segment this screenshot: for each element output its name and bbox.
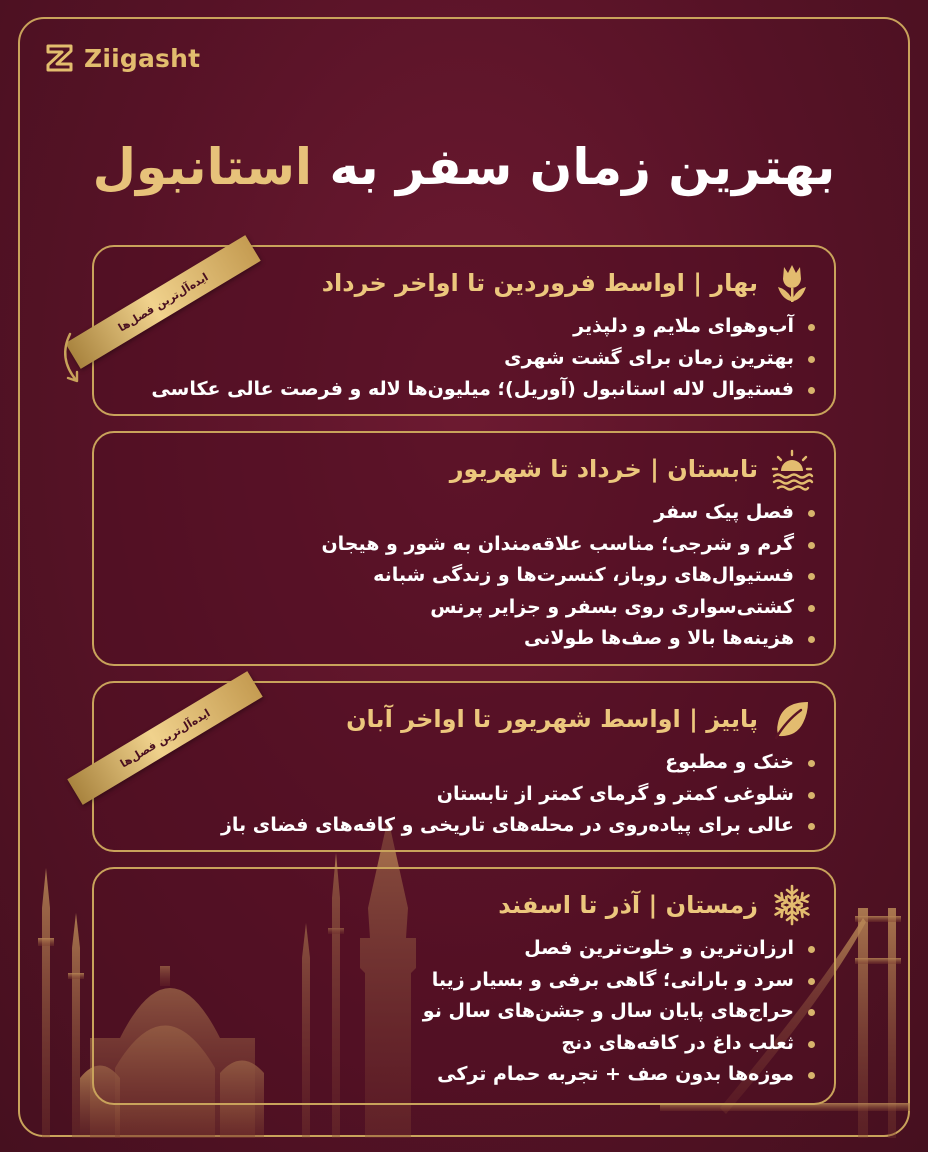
page-title xyxy=(0,138,928,196)
season-card-summer xyxy=(92,431,836,666)
title-highlight: استانبول xyxy=(92,138,313,196)
snowflake-icon xyxy=(770,883,814,927)
list-item: خنک و مطبوع xyxy=(116,747,794,779)
list-item: بهترین زمان برای گشت شهری xyxy=(116,343,794,375)
list-item: حراج‌های پایان سال و جشن‌های سال نو xyxy=(116,996,794,1028)
list-item: کشتی‌سواری روی بسفر و جزایر پرنس xyxy=(116,592,794,624)
season-items-list xyxy=(116,311,814,406)
list-item: فصل پیک سفر xyxy=(116,497,794,529)
list-item: شلوغی کمتر و گرمای کمتر از تابستان xyxy=(116,779,794,811)
list-item: فستیوال‌های روباز، کنسرت‌ها و زندگی شبانه xyxy=(116,560,794,592)
season-title: تابستان | خرداد تا شهریور xyxy=(449,455,758,483)
season-items-list xyxy=(116,747,814,842)
tulip-icon xyxy=(770,261,814,305)
list-item: ارزان‌ترین و خلوت‌ترین فصل xyxy=(116,933,794,965)
list-item: ثعلب داغ در کافه‌های دنج xyxy=(116,1028,794,1060)
list-item: موزه‌ها بدون صف + تجربه حمام ترکی xyxy=(116,1059,794,1091)
season-title: بهار | اواسط فروردین تا اواخر خرداد xyxy=(321,269,758,297)
brand-logo xyxy=(44,40,200,76)
season-card-winter xyxy=(92,867,836,1105)
list-item: عالی برای پیاده‌روی در محله‌های تاریخی و کافه‌های فضای باز xyxy=(116,810,794,842)
title-main: بهترین زمان سفر به xyxy=(329,138,836,196)
list-item: آب‌وهوای ملایم و دلپذیر xyxy=(116,311,794,343)
season-title: پاییز | اواسط شهریور تا اواخر آبان xyxy=(346,705,758,733)
leaf-icon xyxy=(770,697,814,741)
list-item: هزینه‌ها بالا و صف‌ها طولانی xyxy=(116,623,794,655)
list-item: سرد و بارانی؛ گاهی برفی و بسیار زیبا xyxy=(116,965,794,997)
season-items-list xyxy=(116,497,814,655)
list-item: فستیوال لاله استانبول (آوریل)؛ میلیون‌ها لاله و فرصت عالی عکاسی xyxy=(116,374,794,406)
list-item: گرم و شرجی؛ مناسب علاقه‌مندان به شور و هیجان xyxy=(116,529,794,561)
curved-arrow-icon xyxy=(56,330,96,390)
ideal-season-ribbon: ایده‌آل‌ترین فصل‌ها xyxy=(67,671,262,805)
sunset-over-water-icon xyxy=(770,447,814,491)
brand-name: Ziigasht xyxy=(84,43,201,73)
ideal-season-ribbon: ایده‌آل‌ترین فصل‌ها xyxy=(65,235,260,369)
ziigasht-z-logo-icon xyxy=(44,40,76,76)
season-title: زمستان | آذر تا اسفند xyxy=(498,891,758,919)
season-items-list xyxy=(116,933,814,1091)
